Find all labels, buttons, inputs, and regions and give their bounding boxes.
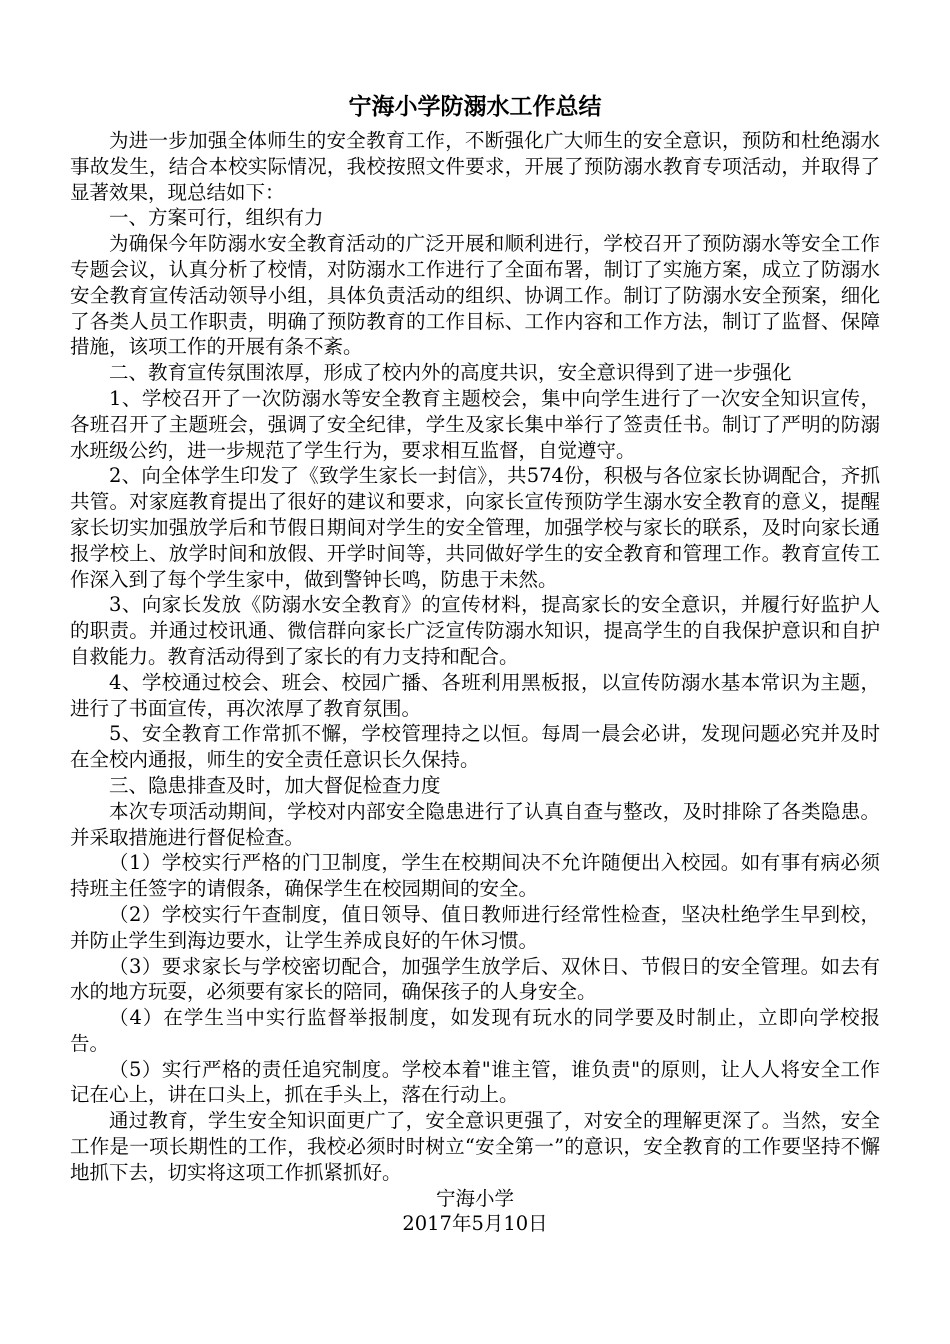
paragraph: 2、向全体学生印发了《致学生家长一封信》，共574份，积极与各位家长协调配合，齐抓共管。对家庭教育提出了很好的建议和要求，向家长宣传预防学生溺水安全教育的意义，提醒家长切实加强放学后和节假日期间对学生的安全管理，加强学校与家长的联系，及时向家长通报学校上、放学时间和放假、开学时间等，共同做好学生的安全教育和管理工作。教育宣传工作深入到了每个学生家中，做到警钟长鸣，防患于未然。	[70, 464, 880, 591]
paragraph: （2）学校实行午查制度，值日领导、值日教师进行经常性检查，坚决杜绝学生早到校，并防止学生到海边要水，让学生养成良好的午休习惯。	[70, 902, 880, 952]
section-heading-2: 二、教育宣传氛围浓厚，形成了校内外的高度共识，安全意识得到了进一步强化	[109, 361, 792, 385]
paragraph: 5、安全教育工作常抓不懈，学校管理持之以恒。每周一晨会必讲，发现问题必究并及时在全校内通报，师生的安全责任意识长久保持。	[70, 722, 880, 772]
signature: 宁海小学	[435, 1186, 514, 1210]
section-heading-1: 一、方案可行，组织有力	[109, 206, 324, 230]
paragraph: 3、向家长发放《防溺水安全教育》的宣传材料，提高家长的安全意识，并履行好监护人的职责。并通过校讯通、微信群向家长广泛宣传防溺水知识，提高学生的自我保护意识和自护自救能力。教育活动得到了家长的有力支持和配合。	[70, 593, 880, 668]
document-title: 宁海小学防溺水工作总结	[348, 93, 602, 120]
paragraph: （4）在学生当中实行监督举报制度，如发现有玩水的同学要及时制止，立即向学校报告。	[70, 1006, 880, 1055]
document-page	[70, 92, 880, 1237]
paragraph: 4、学校通过校会、班会、校园广播、各班利用黑板报，以宣传防溺水基本常识为主题，进行了书面宣传，再次浓厚了教育氛围。	[70, 670, 880, 720]
paragraph: （3）要求家长与学校密切配合，加强学生放学后、双休日、节假日的安全管理。如去有水的地方玩耍，必须要有家长的陪同，确保孩子的人身安全。	[70, 954, 880, 1004]
paragraph: （1）学校实行严格的门卫制度，学生在校期间决不允许随便出入校园。如有事有病必须持班主任签字的请假条，确保学生在校园期间的安全。	[70, 851, 880, 901]
paragraph: 1、学校召开了一次防溺水等安全教育主题校会，集中向学生进行了一次安全知识宣传，各班召开了主题班会，强调了安全纪律，学生及家长集中举行了签责任书。制订了严明的防溺水班级公约，进一步规范了学生行为，要求相互监督，自觉遵守。	[70, 386, 880, 462]
paragraph: 为确保今年防溺水安全教育活动的广泛开展和顺利进行，学校召开了预防溺水等安全工作专题会议，认真分析了校情，对防溺水工作进行了全面布署，制订了实施方案，成立了防溺水安全教育宣传活动领导小组，具体负责活动的组织、协调工作。制订了防溺水安全预案，细化了各类人员工作职责，明确了预防教育的工作目标、工作内容和工作方法，制订了监督、保障措施，该项工作的开展有条不紊。	[70, 232, 880, 359]
paragraph: （5）实行严格的责任追究制度。学校本着"谁主管，谁负责"的原则，让人人将安全工作记在心上，讲在口头上，抓在手头上，落在行动上。	[70, 1057, 880, 1107]
paragraph-conclusion: 通过教育，学生安全知识面更广了，安全意识更强了，对安全的理解更深了。当然，安全工作是一项长期性的工作，我校必须时时树立“安全第一”的意识，安全教育的工作要坚持不懈地抓下去，切实将这项工作抓紧抓好。	[70, 1109, 880, 1184]
section-heading-3: 三、隐患排查及时，加大督促检查力度	[109, 773, 441, 797]
paragraph-intro: 为进一步加强全体师生的安全教育工作，不断强化广大师生的安全意识，预防和杜绝溺水事故发生，结合本校实际情况，我校按照文件要求，开展了预防溺水教育专项活动，并取得了显著效果，现总结如下：	[70, 129, 880, 204]
paragraph: 本次专项活动期间，学校对内部安全隐患进行了认真自查与整改，及时排除了各类隐患。并采取措施进行督促检查。	[70, 799, 880, 849]
date: 2017年5月10日	[402, 1212, 548, 1236]
